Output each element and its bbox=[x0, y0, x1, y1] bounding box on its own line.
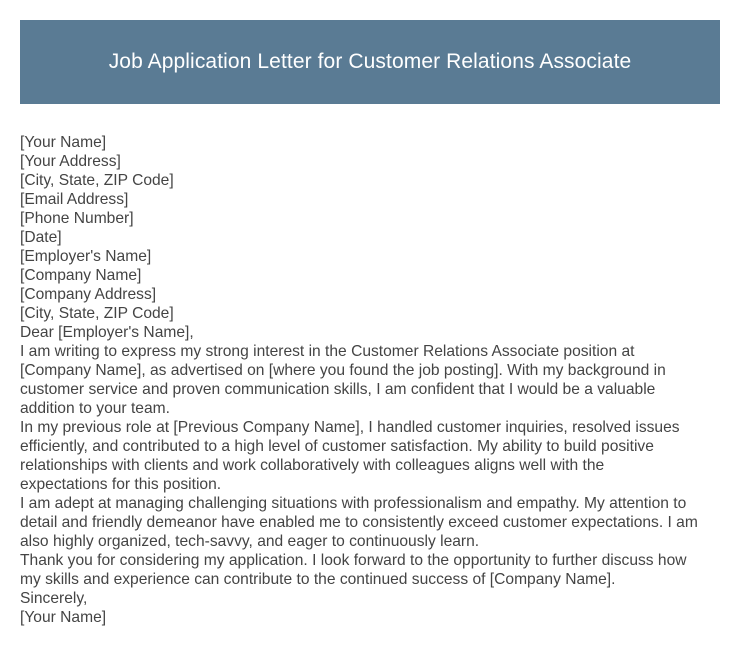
paragraph-line: In my previous role at [Previous Company Name], I handled customer inquiries, resolved issues bbox=[20, 419, 680, 436]
paragraph-line: my skills and experience can contribute to the continued success of [Company Name]. bbox=[20, 571, 616, 588]
paragraph-line: also highly organized, tech-savvy, and eager to continuously learn. bbox=[20, 533, 480, 550]
letter-date: [Date] bbox=[20, 229, 62, 246]
company-city-state-zip: [City, State, ZIP Code] bbox=[20, 305, 174, 322]
paragraph-line: [Company Name], as advertised on [where you found the job posting]. With my background in bbox=[20, 362, 666, 379]
paragraph-thanks bbox=[20, 551, 720, 589]
employer-name: [Employer's Name] bbox=[20, 248, 152, 265]
sender-city-state-zip: [City, State, ZIP Code] bbox=[20, 172, 174, 189]
salutation: Dear [Employer's Name], bbox=[20, 324, 194, 341]
paragraph-line: addition to your team. bbox=[20, 400, 170, 417]
paragraph-skills bbox=[20, 494, 720, 551]
paragraph-line: Thank you for considering my application. I look forward to the opportunity to further discuss how bbox=[20, 552, 687, 569]
title-banner bbox=[20, 20, 720, 104]
sender-name: [Your Name] bbox=[20, 134, 107, 151]
company-address: [Company Address] bbox=[20, 286, 157, 303]
company-name: [Company Name] bbox=[20, 267, 142, 284]
paragraph-line: efficiently, and contributed to a high level of customer satisfaction. My ability to build positive bbox=[20, 438, 654, 455]
sender-email: [Email Address] bbox=[20, 191, 129, 208]
sender-address: [Your Address] bbox=[20, 153, 121, 170]
paragraph-line: relationships with clients and work collaboratively with colleagues aligns well with the bbox=[20, 457, 605, 474]
page-title: Job Application Letter for Customer Relations Associate bbox=[108, 50, 632, 73]
paragraph-experience bbox=[20, 418, 720, 494]
paragraph-line: I am writing to express my strong interest in the Customer Relations Associate position at bbox=[20, 343, 635, 360]
paragraph-line: I am adept at managing challenging situations with professionalism and empathy. My attention to bbox=[20, 495, 687, 512]
closing: Sincerely, bbox=[20, 590, 88, 607]
signature: [Your Name] bbox=[20, 609, 107, 626]
paragraph-line: customer service and proven communication skills, I am confident that I would be a valuable bbox=[20, 381, 656, 398]
sender-phone: [Phone Number] bbox=[20, 210, 134, 227]
letter-body bbox=[20, 133, 720, 627]
paragraph-line: detail and friendly demeanor have enabled me to consistently exceed customer expectations. I am bbox=[20, 514, 698, 531]
paragraph-line: expectations for this position. bbox=[20, 476, 222, 493]
paragraph-interest bbox=[20, 342, 720, 418]
